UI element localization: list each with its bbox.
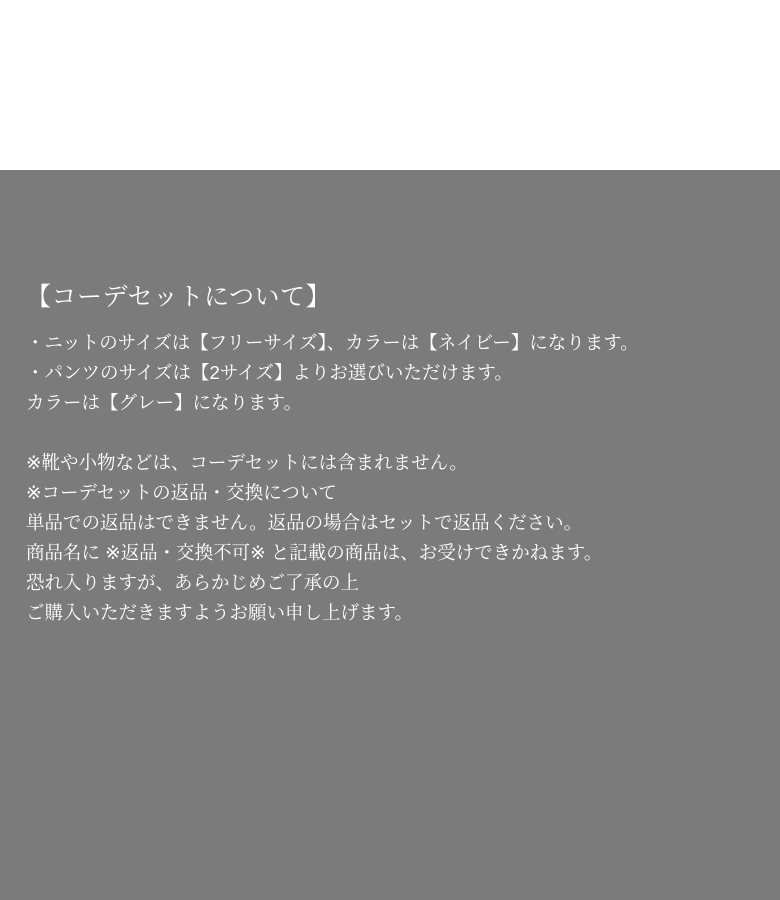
notice-content: [26, 280, 754, 628]
section-spacer: [26, 418, 754, 448]
page-title: 【コーデセットについて】: [26, 283, 332, 311]
set-detail-line-3: カラーは【グレー】になります。: [26, 392, 303, 413]
set-detail-line-1: ・ニットのサイズは【フリーサイズ】、カラーは【ネイビー】になります。: [26, 332, 639, 353]
set-details-block: [26, 328, 754, 418]
caution-line-1: ※靴や小物などは、コーデセットには含まれません。: [26, 452, 468, 473]
caution-line-3: 単品での返品はできません。返品の場合はセットで返品ください。: [26, 512, 583, 533]
notice-banner: [0, 170, 780, 900]
set-detail-line-2: ・パンツのサイズは【2サイズ】よりお選びいただけます。: [26, 362, 513, 383]
cautions-block: [26, 448, 754, 628]
caution-line-6: ご購入いただきますようお願い申し上げます。: [26, 602, 414, 623]
caution-line-5: 恐れ入りますが、あらかじめご了承の上: [26, 572, 360, 593]
caution-line-4: 商品名に ※返品・交換不可※ と記載の商品は、お受けできかねます。: [26, 542, 603, 563]
caution-line-2: ※コーデセットの返品・交換について: [26, 482, 337, 503]
